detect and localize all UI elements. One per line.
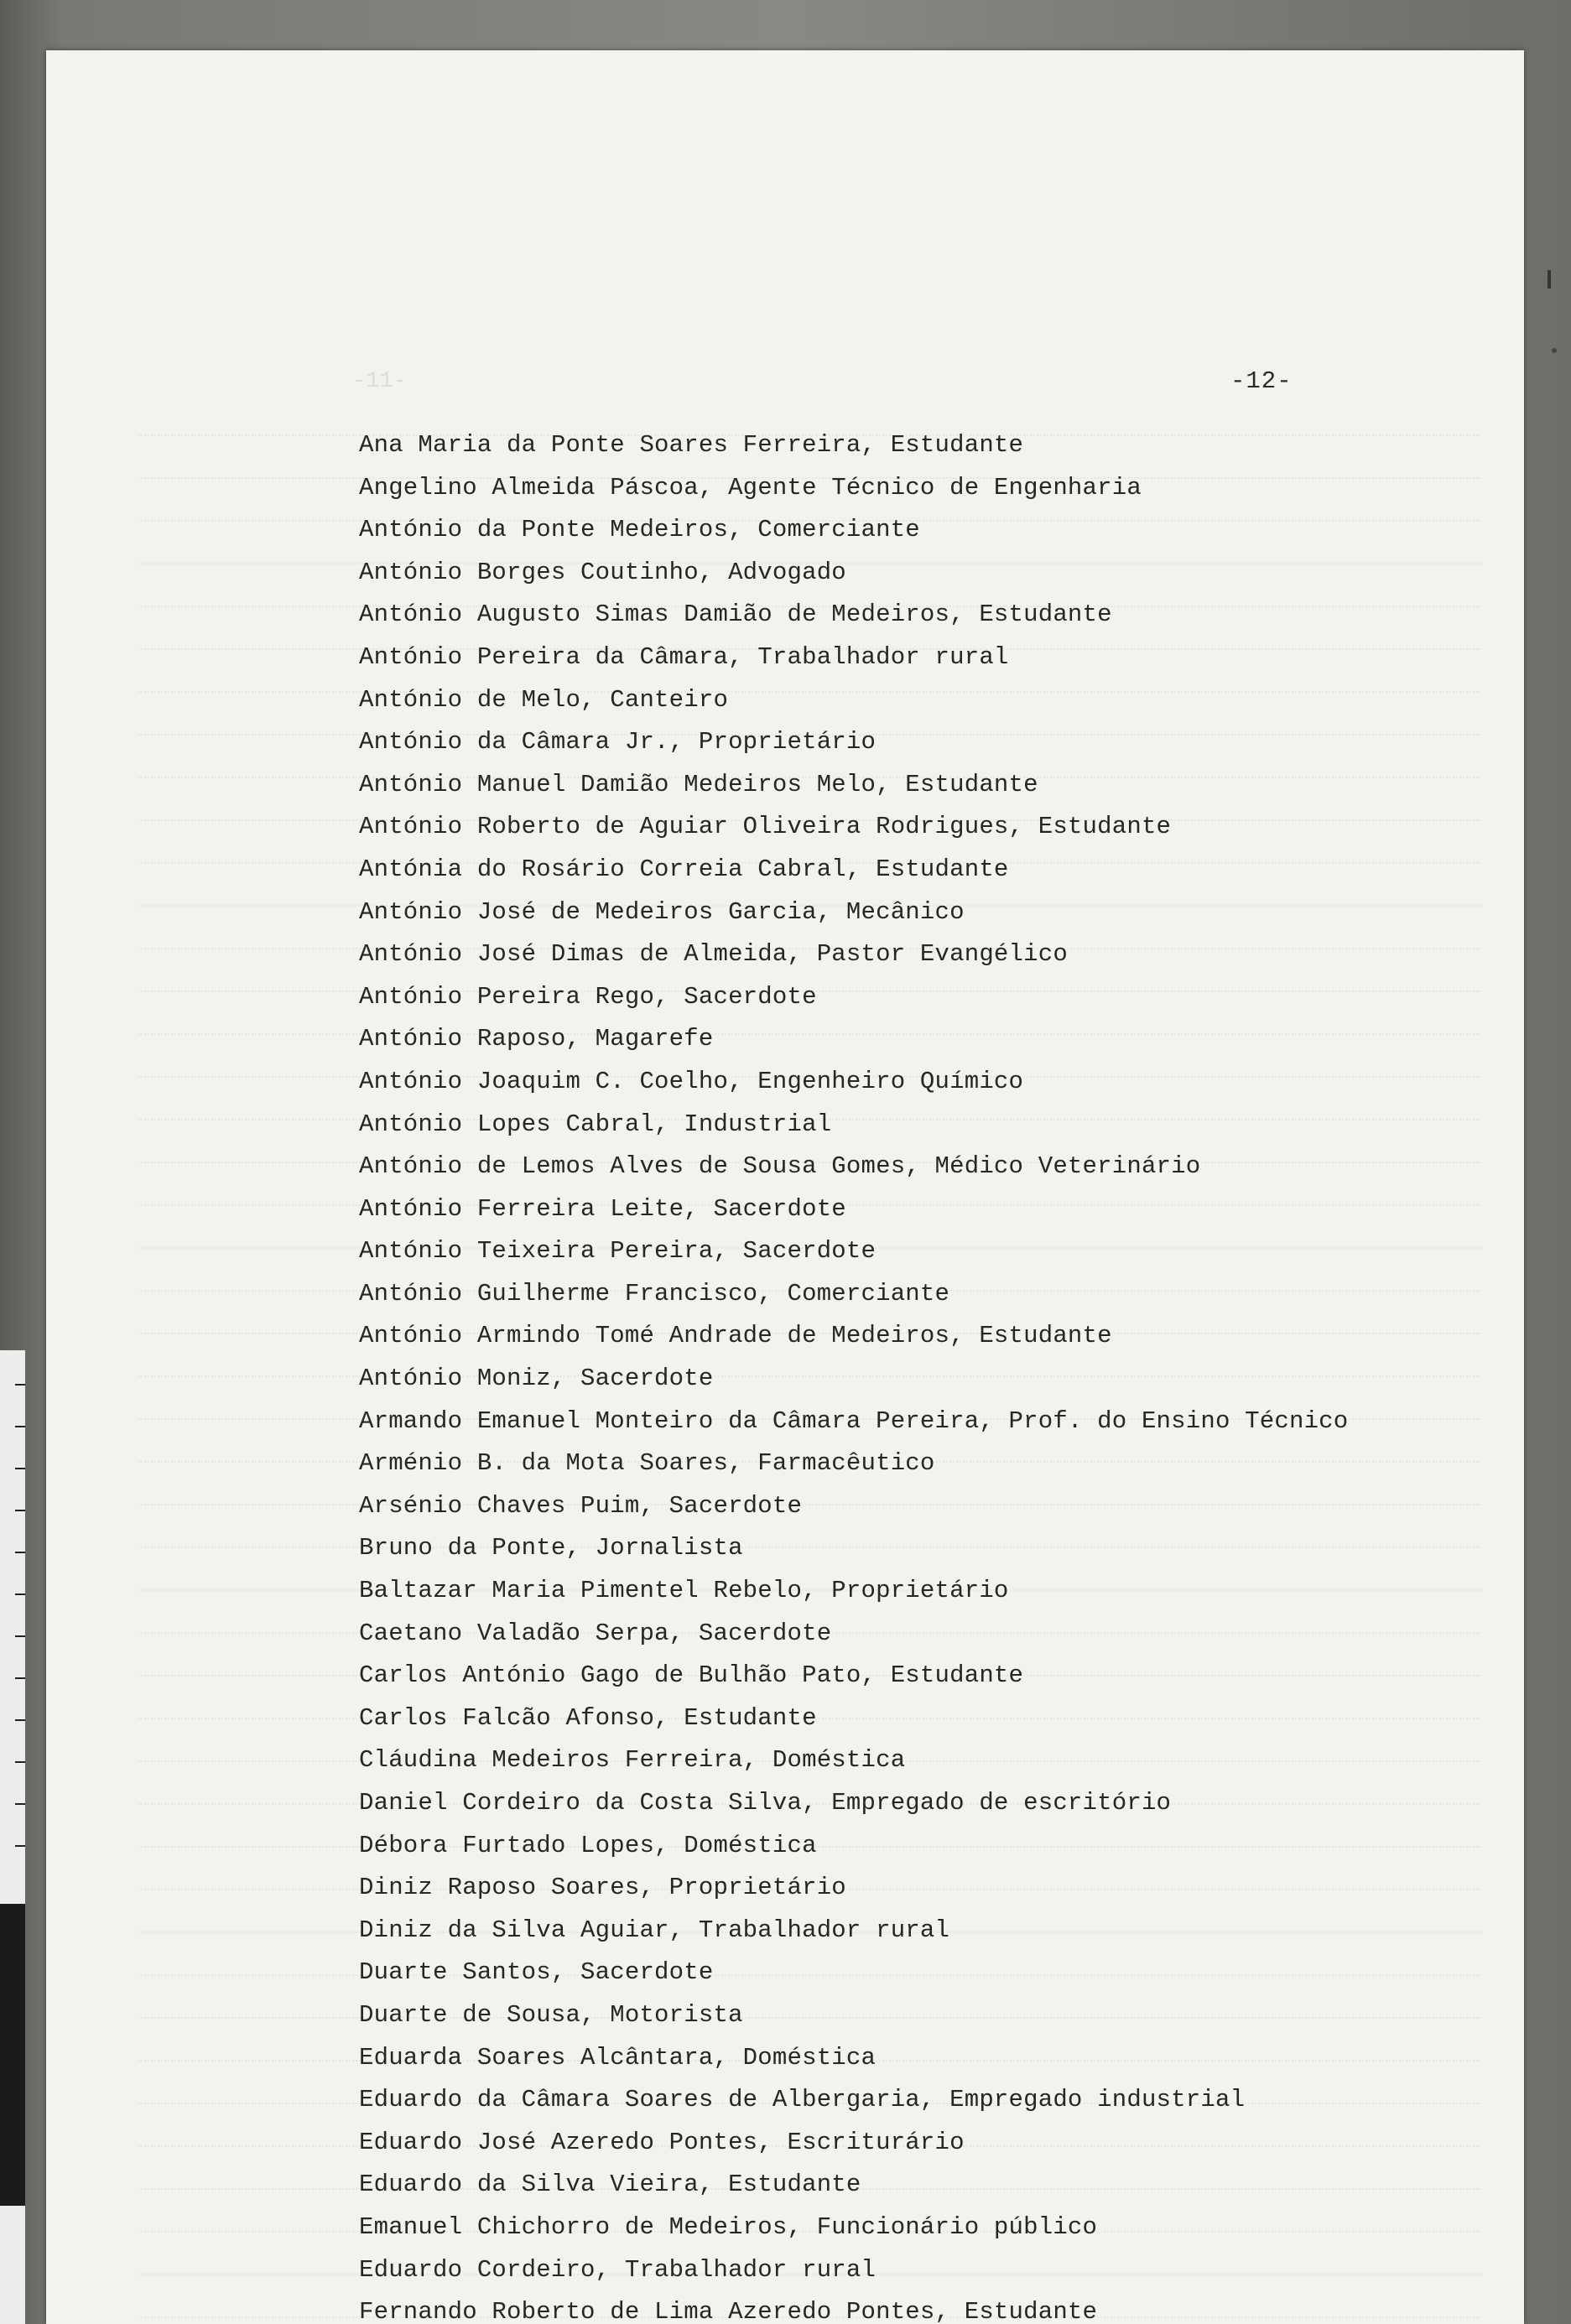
list-item: Baltazar Maria Pimentel Rebelo, Proprietário: [359, 1577, 1009, 1605]
page-number: -12-: [1230, 367, 1293, 395]
list-item: Diniz Raposo Soares, Proprietário: [359, 1874, 846, 1902]
list-item: António José de Medeiros Garcia, Mecânico: [359, 897, 965, 926]
list-item: António Pereira Rego, Sacerdote: [359, 982, 817, 1011]
list-item: Eduardo da Câmara Soares de Albergaria, Empregado industrial: [359, 2086, 1246, 2114]
list-item: António Lopes Cabral, Industrial: [359, 1110, 832, 1138]
scale-ruler: [0, 1350, 25, 2324]
list-item: António de Lemos Alves de Sousa Gomes, Médico Veterinário: [359, 1152, 1201, 1181]
signatory-list: [359, 424, 1550, 2324]
list-item: Arsénio Chaves Puim, Sacerdote: [359, 1491, 803, 1520]
document-sheet: [46, 50, 1524, 2324]
list-item: António de Melo, Canteiro: [359, 685, 729, 714]
list-item: António José Dimas de Almeida, Pastor Evangélico: [359, 940, 1068, 969]
list-item: António Teixeira Pereira, Sacerdote: [359, 1237, 877, 1266]
list-item: Eduardo José Azeredo Pontes, Escriturário: [359, 2128, 965, 2156]
list-item: Duarte de Sousa, Motorista: [359, 2000, 743, 2029]
list-item: António Pereira da Câmara, Trabalhador rural: [359, 642, 1009, 671]
margin-mark: [1548, 270, 1551, 289]
list-item: António Ferreira Leite, Sacerdote: [359, 1194, 846, 1223]
list-item: António Armindo Tomé Andrade de Medeiros, Estudante: [359, 1322, 1112, 1350]
list-item: Eduardo Cordeiro, Trabalhador rural: [359, 2255, 877, 2284]
list-item: Caetano Valadão Serpa, Sacerdote: [359, 1619, 832, 1647]
list-item: António da Ponte Medeiros, Comerciante: [359, 516, 920, 544]
list-item: Eduarda Soares Alcântara, Doméstica: [359, 2043, 877, 2072]
list-item: Carlos António Gago de Bulhão Pato, Estudante: [359, 1661, 1024, 1690]
list-item: Bruno da Ponte, Jornalista: [359, 1534, 743, 1562]
list-item: Emanuel Chichorro de Medeiros, Funcionário público: [359, 2212, 1098, 2241]
list-item: António Roberto de Aguiar Oliveira Rodrigues, Estudante: [359, 813, 1172, 841]
list-item: Ana Maria da Ponte Soares Ferreira, Estudante: [359, 431, 1024, 459]
list-item: Cláudina Medeiros Ferreira, Doméstica: [359, 1746, 906, 1775]
list-item: Carlos Falcão Afonso, Estudante: [359, 1703, 817, 1732]
list-item: Antónia do Rosário Correia Cabral, Estudante: [359, 855, 1009, 883]
list-item: António Moniz, Sacerdote: [359, 1365, 714, 1393]
list-item: António Augusto Simas Damião de Medeiros, Estudante: [359, 600, 1112, 629]
list-item: António Joaquim C. Coelho, Engenheiro Químico: [359, 1067, 1024, 1095]
list-item: Duarte Santos, Sacerdote: [359, 1958, 714, 1987]
list-item: António Manuel Damião Medeiros Melo, Estudante: [359, 770, 1038, 798]
list-item: Fernando Roberto de Lima Azeredo Pontes, Estudante: [359, 2298, 1098, 2324]
list-item: Daniel Cordeiro da Costa Silva, Empregado de escritório: [359, 1789, 1172, 1817]
list-item: António Raposo, Magarefe: [359, 1025, 714, 1053]
list-item: Arménio B. da Mota Soares, Farmacêutico: [359, 1449, 935, 1478]
margin-dot: [1552, 348, 1557, 353]
faint-back-page-number: -11-: [352, 369, 407, 394]
list-item: Débora Furtado Lopes, Doméstica: [359, 1831, 817, 1859]
list-item: Eduardo da Silva Vieira, Estudante: [359, 2171, 861, 2199]
list-item: Diniz da Silva Aguiar, Trabalhador rural: [359, 1916, 950, 1944]
list-item: António Guilherme Francisco, Comerciante: [359, 1279, 950, 1308]
list-item: Armando Emanuel Monteiro da Câmara Pereira, Prof. do Ensino Técnico: [359, 1406, 1349, 1435]
list-item: António Borges Coutinho, Advogado: [359, 558, 846, 586]
list-item: António da Câmara Jr., Proprietário: [359, 728, 877, 756]
list-item: Angelino Almeida Páscoa, Agente Técnico de Engenharia: [359, 473, 1142, 502]
